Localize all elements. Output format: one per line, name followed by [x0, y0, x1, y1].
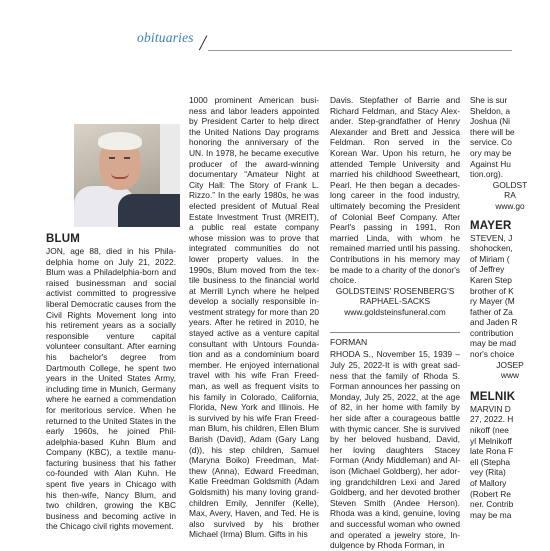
- col4-line: tion.org).: [470, 169, 504, 180]
- col4-line: Joshua (Ni: [470, 116, 511, 127]
- col4-line: Against Hu: [470, 158, 511, 169]
- col4-line: of Miriam (: [470, 253, 510, 264]
- col4-line: (Robert Re: [470, 488, 511, 499]
- obituary-name-melnik: MELNIK: [470, 390, 516, 403]
- col4-funeral-line: JOSEP: [496, 359, 524, 370]
- col4-line: vey (Rita): [470, 467, 506, 478]
- col4-line: service. Co: [470, 137, 512, 148]
- col4-line: nor's choice: [470, 349, 515, 360]
- funeral-home-website: www.goldsteinsfuneral.com: [344, 306, 446, 317]
- section-header: [0, 0, 512, 60]
- obituary-body-forman: RHODA S., November 15, 1939 – July 25, 2022-It is with great sadness that the family of Rhoda S. Forman announces her passing on Monday, July 25, 2022, at the age of 82, in her home with family by her side after a courageous battle with thymic cancer. She is survived by her beloved husband, David, her loving daughters Stacey Forman (Andy Middleman) and Alison (Michael Goldberg), her adoring grandchildren Lexi and Jared Goldberg, and her devoted brother Steven Smith (Andee Herson). Rhoda was a kind, genuine, loving and successful woman who owned and operated a jewelry store, Indulgence by Rhoda Forman, in: [330, 349, 460, 551]
- col4-line: STEVEN, J: [470, 232, 513, 243]
- obituary-name-mayer: MAYER: [470, 219, 512, 232]
- col4-line: ell (Stepha: [470, 456, 511, 467]
- col4-line: there will be: [470, 126, 515, 137]
- obituary-name-forman: FORMAN: [330, 337, 368, 348]
- col4-line: ry Mayer (M: [470, 296, 515, 307]
- col4-line: MARVIN D: [470, 403, 511, 414]
- col4-line: 27, 2022. H: [470, 414, 514, 425]
- col4-line: of Mallory: [470, 478, 507, 488]
- header-slash: /: [197, 30, 209, 55]
- col4-line: nikoff (nee: [470, 425, 509, 436]
- col4-line: She is sur: [470, 95, 508, 105]
- obituary-portrait-photo: [74, 124, 180, 227]
- col4-line: late Rona F: [470, 446, 514, 457]
- col4-line: brother of K: [470, 285, 514, 296]
- col4-line: ner. Contrib: [470, 499, 514, 510]
- col4-funeral-line: www: [500, 370, 520, 381]
- col4-line: father of Za: [470, 306, 513, 317]
- col4-line: may be mad: [470, 338, 517, 349]
- col4-line: Karen Step: [470, 274, 512, 285]
- column-2: [189, 95, 319, 540]
- section-title: obituaries: [137, 30, 194, 45]
- obituary-divider: [330, 332, 460, 333]
- background-person: [160, 124, 180, 194]
- col4-funeral-line: www.go: [495, 200, 525, 211]
- col4-line: contribution: [470, 327, 514, 338]
- column-3: [330, 95, 460, 551]
- col4-funeral-line: GOLDST: [492, 179, 528, 190]
- obituary-body-blum-continued: 1000 prominent American business and labor leaders appointed by President Carter to help direct the United Nations Day programs honoring the anniversary of the UN. In 1978, he became executive producer of the award-winning documentary “Amateur Night at City Hall: The Story of Frank L. Rizzo.” In the early 1980s, he was elected president of Mutual Real Estate Investment Trust (MREIT), a public real estate company whose mission was to prove that integrated communities do not lower property values. In the 1990s, Blum moved from the textile business to the financial world at Merrill Lynch where he helped develop a socially responsible investment strategy for more than 20 years. After he retired in 2010, he stayed active as a venture capital consultant with Untours Foundation and as a condominium board member. He enjoyed international travel with his wife Fran Freedman, as well as frequent visits to his family in Colorado, California, Florida, New York and Illinois. He is survived by his wife Fran Freedman Blum, his children, Ellen Blum Barish (David), Adam (Gary Lang (d)), his step children, Samuel (Maryna Boiko) Freedman, Matthew (Anna), Edward Freedman, Katie Freedman Goldsmith (Adam Goldsmith) his many loving grandchildren Emily, Jennifer (Kelle), Max, Avery, Haven, and Ted. He is also survived by his brother Michael (Irma) Blum. Gifts in his: [189, 95, 319, 540]
- obituary-body-continued: Davis. Stepfather of Barrie and Richard Feldman, and Stacy Alexander. Step-grandfather of Henry Alexander and Brett and Jessica Feldman. Ron served in the Korean War. Upon his return, he attended Temple University and married his childhood Sweetheart, Pearl. He then began a decades-long career in the food industry, ultimately becoming the President of Colonial Beef Company. After Pearl's passing in 1991, Ron married Linda, with whom he remained married until his passing. Contributions in his memory may be made to a charity of the donor's choice.: [330, 95, 460, 286]
- col4-line: of Jeffrey: [470, 264, 505, 275]
- col4-line: yl Melnikoff: [470, 435, 512, 446]
- col4-line: and Jaden R: [470, 317, 518, 328]
- header-rule: [208, 50, 512, 51]
- funeral-home-name: GOLDSTEINS' ROSENBERG'S RAPHAEL-SACKS: [335, 285, 455, 307]
- column-1: [46, 233, 176, 532]
- obituary-name-blum: BLUM: [46, 233, 81, 245]
- obituary-body-blum: JON, age 88, died in his Philadelphia home on July 21, 2022. Blum was a Philadelphia-born and raised businessman and social activist committed to progressive liberal Democratic causes from the Civil Rights Movement long into his retirement years as a socially responsible venture capital volunteer consultant. After earning his bachelor's degree from Dartmouth College, he spent two years in the United States Army, including time in Munich, Germany where he earned a commendation for meritorious service. When he returned to the United States in the early 1960s, he joined Philadelphia-based Kuhn Blum and Company (KBC), a textile manufacturing business that his father co-founded with Alan Kuhn. He spent five years in Chicago with his then-wife, Nancy Blum, and two children, growing the KBC business and becoming active in the Chicago civil rights movement.: [46, 246, 176, 532]
- col4-line: ory may be: [470, 147, 512, 158]
- col4-line: shohocken,: [470, 243, 513, 254]
- col4-line: may be ma: [470, 509, 512, 520]
- column-4-clipped: [470, 95, 550, 520]
- col4-funeral-line: RA: [504, 190, 516, 201]
- col4-line: Sheldon, a: [470, 105, 511, 116]
